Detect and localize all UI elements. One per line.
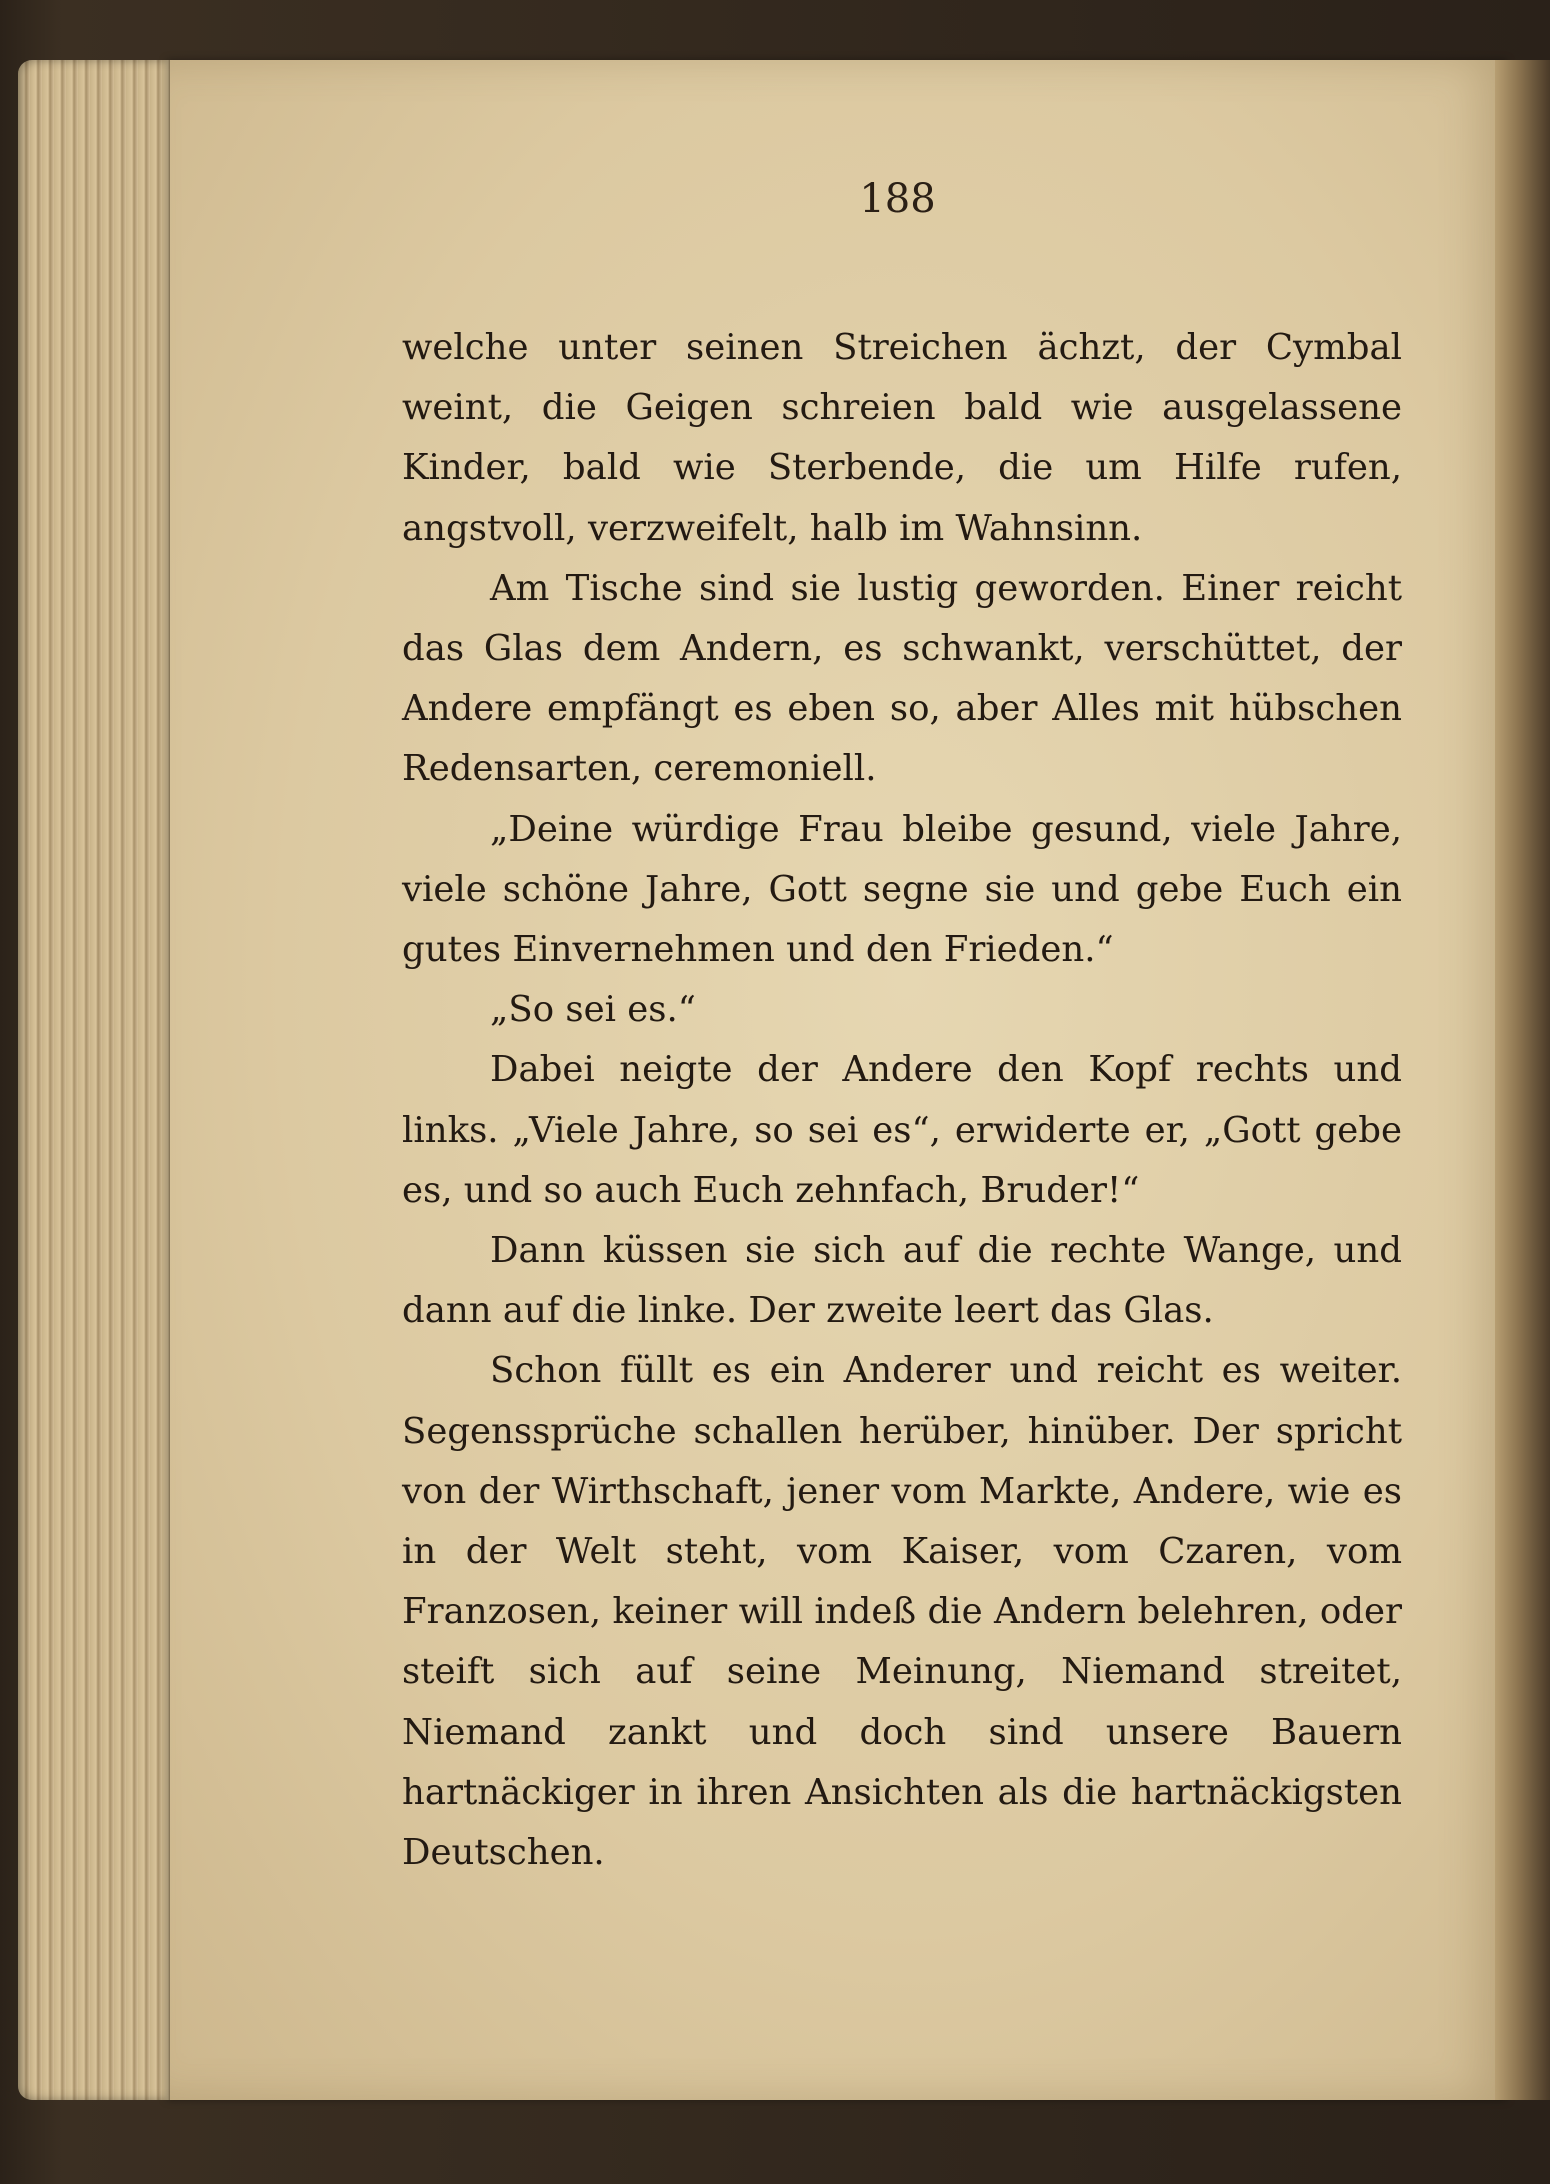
paragraph: „Deine würdige Frau bleibe gesund, viele Jahre, viele schöne Jahre, Gott segne sie und gebe Euch ein gutes Einvernehmen und den Frieden.“ [402, 808, 1402, 971]
page-number: 188 [859, 176, 936, 222]
paragraph: welche unter seinen Streichen ächzt, der Cymbal weint, die Geigen schreien bald wie ausgelassene Kinder, bald wie Sterbende, die um Hilfe rufen, angstvoll, verzweifelt, halb im Wahnsinn. [402, 327, 1402, 549]
body-text [402, 318, 1402, 1883]
paragraph: Dann küssen sie sich auf die rechte Wange, und dann auf die linke. Der zweite leert das Glas. [402, 1230, 1402, 1332]
paragraph: Dabei neigte der Andere den Kopf rechts und links. „Viele Jahre, so sei es“, erwiderte er, „Gott gebe es, und so auch Euch zehnfach, Bruder!“ [402, 1049, 1402, 1211]
paragraph: „So sei es.“ [490, 989, 696, 1031]
paragraph: Schon füllt es ein Anderer und reicht es weiter. Segenssprüche schallen herüber, hinüber. Der spricht von der Wirthschaft, jener vom Markte, Andere, wie es in der Welt steht, vom Kaiser, vom Czaren, vom Franzosen, keiner will indeß die Andern belehren, oder steift sich auf seine Meinung, Niemand streitet, Niemand zankt und doch sind unsere Bauern hartnäckiger in ihren Ansichten als die hartnäckigsten Deutschen. [402, 1350, 1402, 1874]
paragraph: Am Tische sind sie lustig geworden. Einer reicht das Glas dem Andern, es schwankt, verschüttet, der Andere empfängt es eben so, aber Alles mit hübschen Redensarten, ceremoniell. [402, 567, 1402, 790]
book-gutter [1495, 60, 1550, 2100]
